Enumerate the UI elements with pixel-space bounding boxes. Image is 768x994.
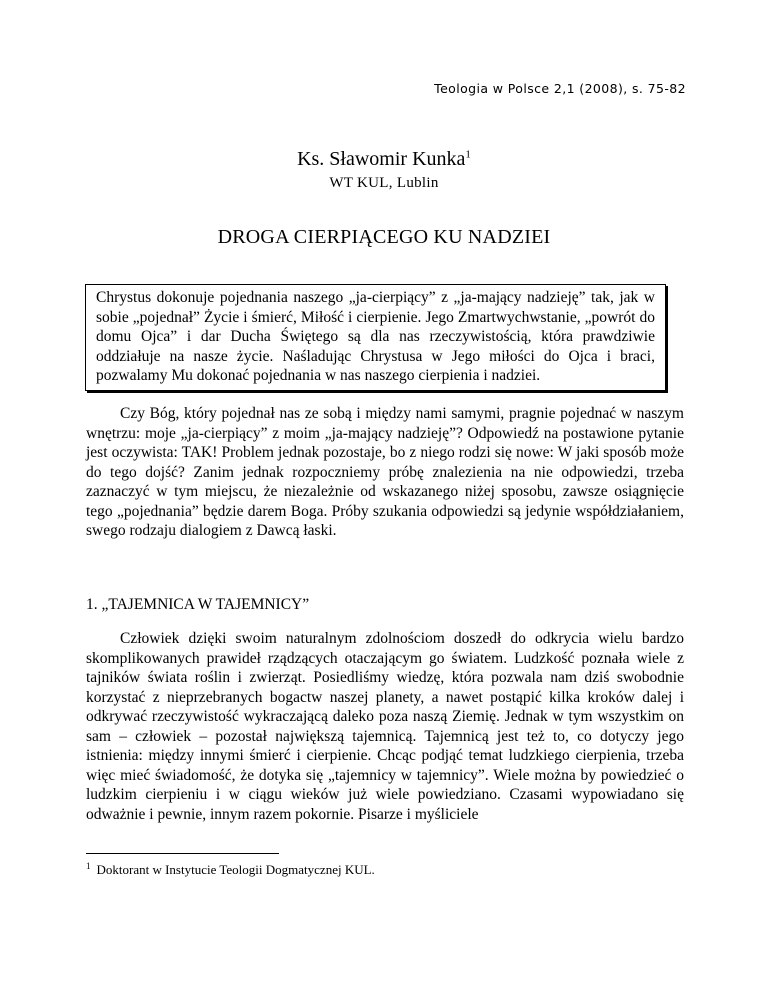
- footnote-text: Doktorant w Instytucie Teologii Dogmatycznej KUL.: [96, 862, 375, 877]
- section-heading: 1. „TAJEMNICA W TAJEMNICY”: [86, 596, 310, 613]
- footnote: [86, 862, 375, 878]
- body-paragraph-2: [86, 629, 684, 824]
- running-header: Teologia w Polsce 2,1 (2008), s. 75-82: [434, 81, 686, 96]
- abstract-box: Chrystus dokonuje pojednania naszego „ja-cierpiący” z „ja-mający nadzieję” tak, jak w sobie „pojednał” Życie i śmierć, Miłość i cierpienie. Jego Zmartwychwstanie, „powrót do domu Ojca” i dar Ducha Świętego są dla nas rzeczywistością, która prawdziwie oddziałuje na nasze życie. Naśladując Chrystusa w Jego miłości do Ojca i braci, pozwalamy Mu dokonać pojednania w nas naszego cierpienia i nadziei.: [85, 284, 666, 391]
- author-affiliation: WT KUL, Lublin: [329, 175, 439, 191]
- paragraph-text: Człowiek dzięki swoim naturalnym zdolnościom doszedł do odkrycia wielu bardzo skomplikowanych prawideł rządzących otaczającym go światem. Ludzkość poznała wiele z tajników świata roślin i zwierząt. Posiedliśmy wiedzę, która pozwala nam dziś swobodnie korzystać z nieprzebranych bogactw naszej planety, a nawet postąpić kilka kroków dalej i odkrywać rzeczywistość wykraczającą daleko poza naszą Ziemię. Jednak w tym wszystkim on sam – człowiek – pozostał największą tajemnicą. Tajemnicą jest też to, co dotyczy jego istnienia: między innymi śmierć i cierpienie. Chcąc podjąć temat ludzkiego cierpienia, trzeba więc mieć świadomość, że dotyka się „tajemnicy w tajemnicy”. Wiele można by powiedzieć o ludzkim cierpieniu i w ciągu wieków już wiele powiedziano. Czasami wypowiadano się odważnie i pewnie, innym razem pokornie. Pisarze i myśliciele: [86, 630, 684, 823]
- author-name: Ks. Sławomir Kunka: [297, 148, 466, 170]
- footnote-mark: 1: [86, 860, 91, 871]
- author-name-line: [0, 147, 768, 171]
- article-title: DROGA CIERPIĄCEGO KU NADZIEI: [217, 226, 551, 248]
- author-footnote-mark: 1: [465, 148, 471, 161]
- author-block: [0, 147, 768, 193]
- body-paragraph-1: [86, 404, 684, 541]
- paragraph-text: Czy Bóg, który pojednał nas ze sobą i między nami samymi, pragnie pojednać w naszym wnętrzu: moje „ja-cierpiący” z moim „ja-mający nadzieję”? Odpowiedź na postawione pytanie jest oczywista: TAK! Problem jednak pozostaje, bo z niego rodzi się nowe: W jaki sposób może do tego dojść? Zanim jednak rozpoczniemy próbę znalezienia na nie odpowiedzi, trzeba zaznaczyć w tym miejscu, że niezależnie od wskazanego niżej sposobu, zawsze osiągnięcie tego „pojednania” będzie darem Boga. Próby szukania odpowiedzi są jedynie współdziałaniem, swego rodzaju dialogiem z Dawcą łaski.: [86, 405, 684, 539]
- footnote-divider: [86, 853, 279, 854]
